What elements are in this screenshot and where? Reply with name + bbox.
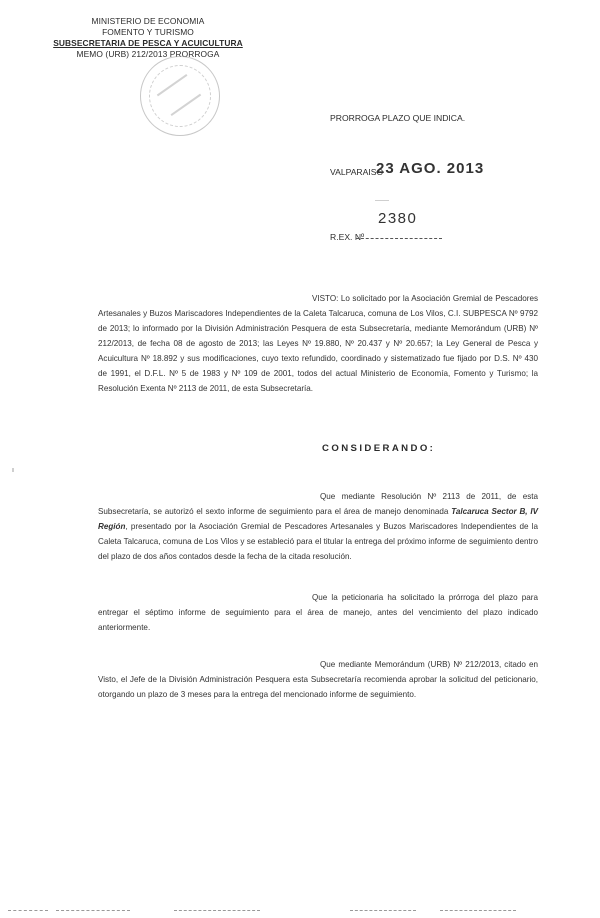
- considerando-paragraph-3: [98, 657, 538, 702]
- resolution-underline: [356, 238, 442, 239]
- resolution-label: R.EX. Nº: [330, 232, 365, 242]
- letterhead-ministry: MINISTERIO DE ECONOMIA: [91, 16, 205, 26]
- visto-text: VISTO: Lo solicitado por la Asociación Gremial de Pescadores Artesanales y Buzos Mariscadores Independientes de la Caleta Talcaruca, comuna de Los Vilos, C.I. SUBPESCA Nº 9792 de 2013; lo informado por la División Administración Pesquera de esta Subsecretaría, mediante Memorándum (URB) Nº 212/2013, de fecha 08 de agosto de 2013; las Leyes Nº 19.880, Nº 20.437 y Nº 20.657; la Ley General de Pesca y Acuicultura Nº 18.892 y sus modificaciones, cuyo texto refundido, coordinado y sistematizado fue fijado por D.S. Nº 430 de 1991, el D.F.L. Nº 5 de 1983 y Nº 109 de 2001, todos del actual Ministerio de Economía, Fomento y Turismo; la Resolución Exenta Nº 2113 de 2011, de esta Subsecretaría.: [98, 294, 538, 393]
- considerando-1-text-b: , presentado por la Asociación Gremial de Pescadores Artesanales y Buzos Mariscadores Independientes de la Caleta Talcaruca, comuna de Los Vilos y se estableció para el titular la entrega del próximo informe de seguimiento dentro del plazo de dos años contados desde la fecha de la citada resolución.: [98, 522, 538, 561]
- letterhead: [48, 16, 248, 60]
- considerando-3-text: Que mediante Memorándum (URB) Nº 212/2013, citado en Visto, el Jefe de la División Administración Pesquera esta Subsecretaría recomienda aprobar la solicitud del peticionario, otorgando un plazo de 3 meses para la entrega del mencionado informe de seguimiento.: [98, 660, 538, 699]
- resolution-number: 2380: [378, 210, 418, 227]
- footer-scan-line: [350, 910, 416, 912]
- area-name: Talcaruca Sector B, IV Región: [98, 507, 538, 531]
- letterhead-ministry-sub: FOMENTO Y TURISMO: [102, 27, 194, 37]
- considerando-heading: CONSIDERANDO:: [322, 443, 436, 454]
- footer-scan-line: [56, 910, 130, 912]
- letterhead-memo-ref: MEMO (URB) 212/2013 PRORROGA: [76, 49, 220, 59]
- footer-scan-line: [174, 910, 260, 912]
- considerando-1-text-a: Que mediante Resolución Nº 2113 de 2011, de esta Subsecretaría, se autorizó el sexto informe de seguimiento para el área de manejo denominada: [98, 492, 538, 516]
- scan-speck: [375, 200, 389, 201]
- date-stamp: 23 AGO. 2013: [376, 160, 485, 177]
- letterhead-subsecretaria: SUBSECRETARIA DE PESCA Y ACUICULTURA: [53, 38, 243, 48]
- official-seal-stamp: [140, 56, 220, 136]
- visto-paragraph: [98, 291, 538, 396]
- considerando-paragraph-1: [98, 489, 538, 564]
- subject-line: PRORROGA PLAZO QUE INDICA.: [330, 113, 466, 123]
- footer-scan-line: [8, 910, 48, 912]
- scan-speck: [12, 468, 14, 472]
- place-label: VALPARAISO: [330, 167, 384, 177]
- considerando-2-text: Que la peticionaria ha solicitado la prórroga del plazo para entregar el séptimo informe de seguimiento para el área de manejo, antes del vencimiento del plazo indicado anteriormente.: [98, 593, 538, 632]
- footer-scan-line: [440, 910, 516, 912]
- seal-mark: [157, 74, 201, 116]
- considerando-paragraph-2: [98, 590, 538, 635]
